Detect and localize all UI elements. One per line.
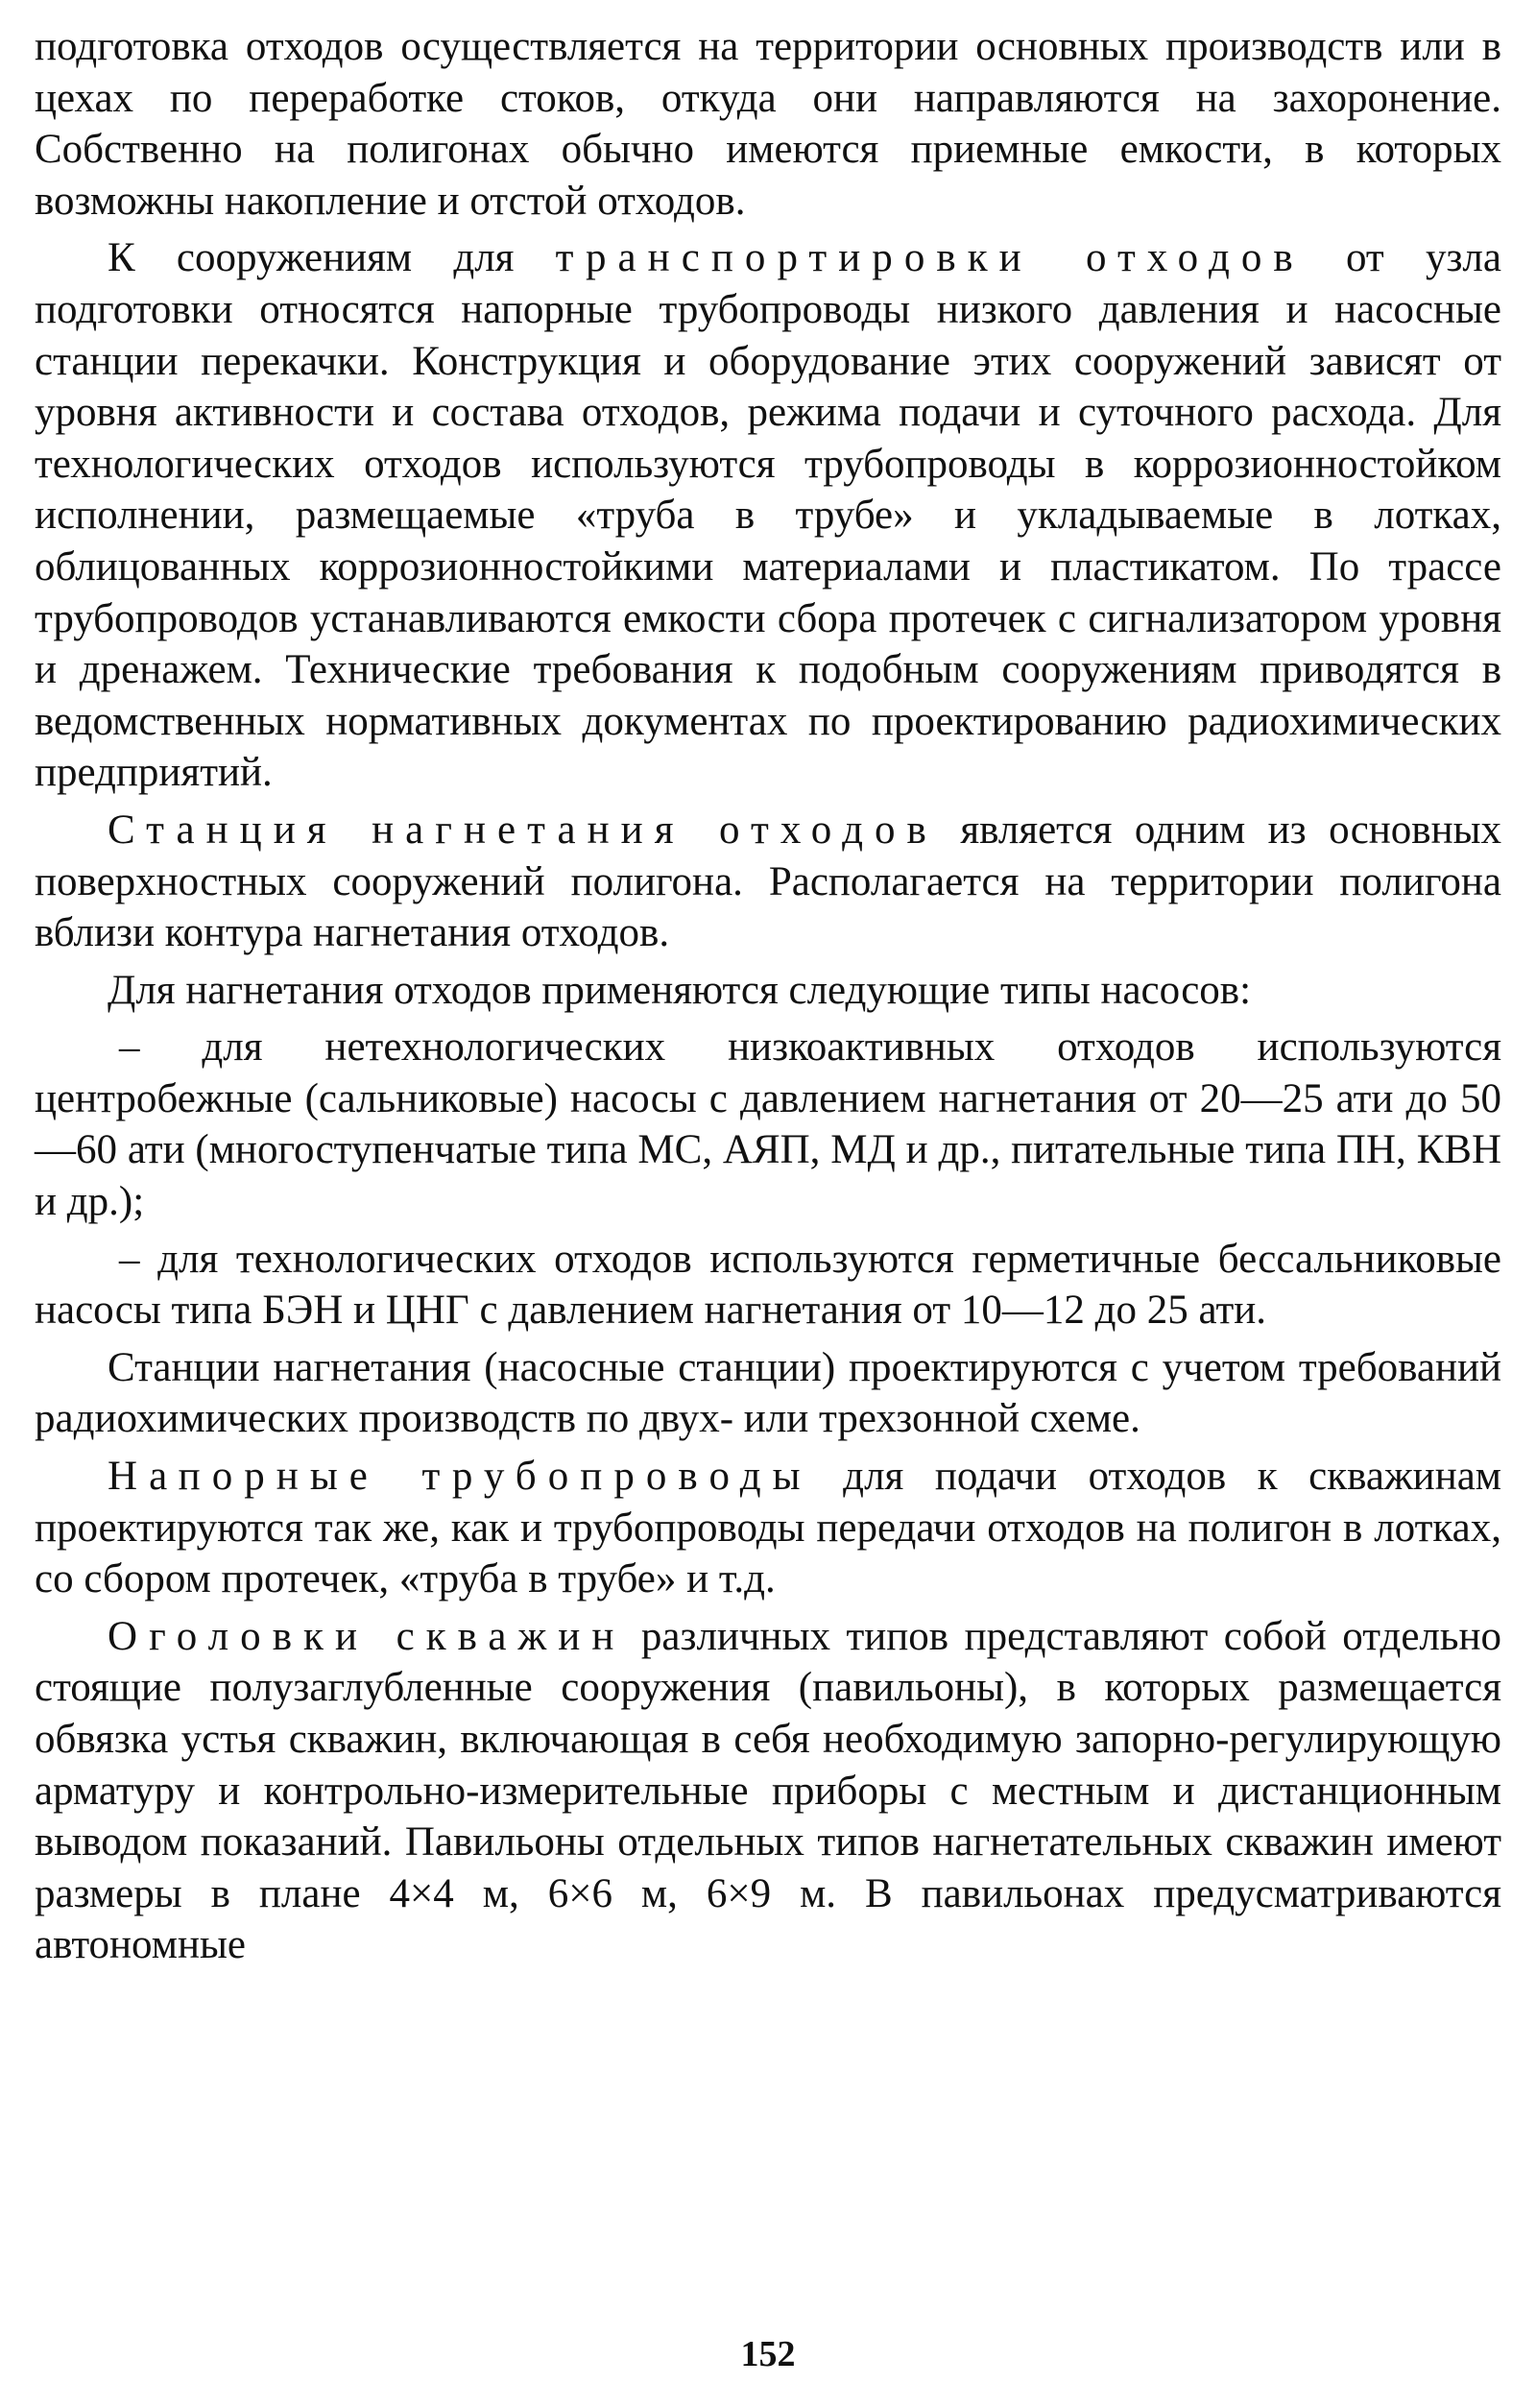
paragraph-text: для подачи отходов к скважинам проектируются так же, как и трубопроводы передачи отходов на полигон в лотках, со сбором протечек, «труба в трубе» и т.д. xyxy=(35,1454,1502,1602)
paragraph-pump-types-intro xyxy=(35,965,1501,1017)
spaced-term: Напорные трубопроводы xyxy=(108,1454,812,1500)
paragraph-wellheads xyxy=(35,1611,1501,1971)
paragraph-pump-stations xyxy=(35,1342,1501,1445)
paragraph-waste-transport xyxy=(35,232,1501,799)
book-page xyxy=(35,21,1501,2383)
paragraph-text: – для нетехнологических низкоактивных отходов используются центробежные (сальниковые) насосы с давлением нагнетания от 20—25 ати до 50—60 ати (многоступенчатые типа МС, АЯП, МД и др., питательные типа ПН, КВН и др.); xyxy=(35,1024,1501,1225)
spaced-term: Оголовки скважин xyxy=(108,1613,626,1659)
paragraph-text: Для нагнетания отходов применяются следующие типы насосов: xyxy=(108,967,1252,1013)
paragraph-text: подготовка отходов осуществляется на территории основных производств или в цехах по переработке стоков, откуда они направляются на захоронение. Собственно на полигонах обычно имеются приемные емкости, в которых возможны накопление и отстой отходов. xyxy=(35,24,1501,224)
list-item-nontechnological xyxy=(35,1022,1501,1227)
paragraph-injection-station xyxy=(35,805,1501,959)
body-text xyxy=(35,21,1501,1971)
list-item-technological xyxy=(35,1234,1501,1336)
paragraph-text: от узла подготовки относятся напорные трубопроводы низкого давления и насосные станции перекачки. Конструкция и оборудование этих сооружений зависят от уровня активности и состава отходов, режима подачи и суточного расхода. Для технологических отходов используются трубопроводы в коррозионностойком исполнении, размещаемые «труба в трубе» и укладываемые в лотках, облицованных коррозионностойкими материалами и пластикатом. По трассе трубопроводов устанавливаются емкости сбора протечек с сигнализатором уровня и дренажем. Технические требования к подобным сооружениям приводятся в ведомственных нормативных документах по проектированию радиохимических предприятий. xyxy=(35,235,1501,796)
paragraph-text: Станции нагнетания (насосные станции) проектируются с учетом требований радиохимических производств по двух- или трехзонной схеме. xyxy=(35,1344,1501,1442)
spaced-term: транспортировки отходов xyxy=(555,235,1305,281)
paragraph-lead: К сооружениям для xyxy=(108,235,556,281)
paragraph-continuation xyxy=(35,21,1501,227)
spaced-term: Станция нагнетания отходов xyxy=(108,807,938,853)
page-number: 152 xyxy=(740,2334,796,2374)
paragraph-pressure-pipelines xyxy=(35,1451,1501,1605)
paragraph-text: различных типов представляют собой отдельно стоящие полузаглубленные сооружения (павильоны), в которых размещается обвязка устья скважин, включающая в себя необходимую запорно-регулирующую арматуру и контрольно-измерительные приборы с местным и дистанционным выводом показаний. Павильоны отдельных типов нагнетательных скважин имеют размеры в плане 4×4 м, 6×6 м, 6×9 м. В павильонах предусматриваются автономные xyxy=(35,1613,1501,1968)
paragraph-text: – для технологических отходов используются герметичные бессальниковые насосы типа БЭН и ЦНГ с давлением нагнетания от 10—12 до 25 ати. xyxy=(35,1236,1501,1334)
paragraph-text: является одним из основных поверхностных сооружений полигона. Располагается на территории полигона вблизи контура нагнетания отходов. xyxy=(35,807,1502,956)
